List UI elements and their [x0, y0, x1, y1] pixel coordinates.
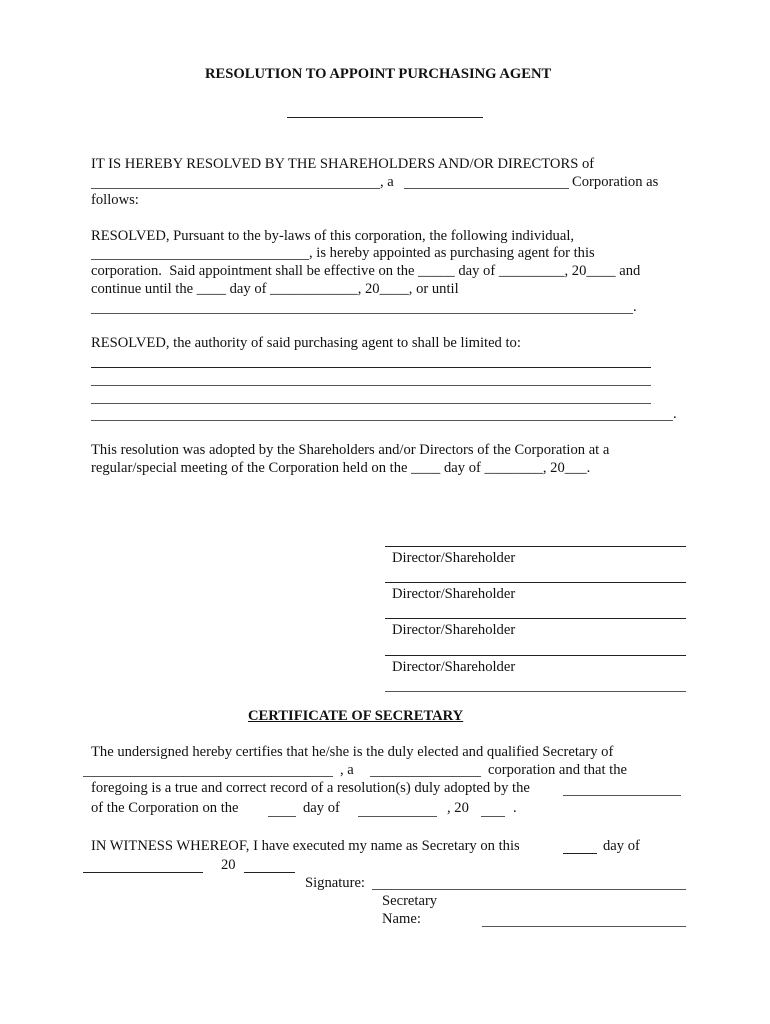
adoption-year-blank[interactable]	[481, 816, 505, 817]
certificate-line-4-c: , 20	[447, 800, 469, 816]
signature-line-1[interactable]	[385, 546, 686, 547]
secretary-name-line[interactable]	[482, 926, 686, 927]
adoption-line-2: regular/special meeting of the Corporation held on the ____ day of ________, 20___.	[91, 460, 591, 476]
authority-line-1[interactable]	[91, 367, 651, 368]
intro-line-1: IT IS HEREBY RESOLVED BY THE SHAREHOLDERS AND/OR DIRECTORS of	[91, 156, 595, 172]
resolved1-line-4: continue until the ____ day of ____________, 20____, or until	[91, 281, 459, 297]
authority-line-3[interactable]	[91, 403, 651, 404]
witness-day-blank[interactable]	[563, 853, 597, 854]
adoption-day-blank[interactable]	[268, 816, 296, 817]
signature-line-2[interactable]	[385, 582, 686, 583]
corporation-name-blank[interactable]	[83, 776, 333, 777]
name-label: Name:	[382, 911, 421, 927]
authority-line-4[interactable]	[91, 420, 673, 421]
certificate-line-4-b: day of	[303, 800, 340, 816]
state-blank[interactable]	[404, 188, 569, 189]
signature-label-2: Director/Shareholder	[392, 586, 516, 602]
witness-month-blank[interactable]	[83, 872, 203, 873]
certificate-title: CERTIFICATE OF SECRETARY	[248, 708, 464, 724]
shareholders-name-blank[interactable]	[91, 188, 380, 189]
until-blank[interactable]	[91, 313, 633, 314]
witness-twenty: 20	[221, 857, 236, 873]
adoption-month-blank[interactable]	[358, 816, 437, 817]
agent-name-blank[interactable]	[91, 259, 309, 260]
signature-label-4: Director/Shareholder	[392, 659, 516, 675]
signature-label: Signature:	[305, 875, 365, 891]
certificate-line-2-b: corporation and that the	[488, 762, 627, 778]
adopted-by-blank[interactable]	[563, 795, 681, 796]
corporation-state-blank[interactable]	[370, 776, 481, 777]
secretary-label: Secretary	[382, 893, 438, 909]
certificate-line-2-a: , a	[340, 762, 354, 778]
witness-year-blank[interactable]	[244, 872, 295, 873]
intro-line-3: follows:	[91, 192, 139, 208]
authority-line-2[interactable]	[91, 385, 651, 386]
certificate-line-4-d: .	[513, 800, 517, 816]
document-title: RESOLUTION TO APPOINT PURCHASING AGENT	[205, 66, 552, 82]
secretary-signature-line[interactable]	[372, 889, 686, 890]
certificate-line-4-a: of the Corporation on the	[91, 800, 239, 816]
resolved2-line-1: RESOLVED, the authority of said purchasing agent to shall be limited to:	[91, 335, 521, 351]
signature-label-1: Director/Shareholder	[392, 550, 516, 566]
signature-line-5[interactable]	[385, 691, 686, 692]
resolved1-line-5-end: .	[633, 299, 637, 315]
resolved1-line-1: RESOLVED, Pursuant to the by-laws of this corporation, the following individual,	[91, 228, 575, 244]
adoption-line-1: This resolution was adopted by the Shareholders and/or Directors of the Corporation at a	[91, 442, 610, 458]
signature-label-3: Director/Shareholder	[392, 622, 516, 638]
certificate-line-1: The undersigned hereby certifies that he/she is the duly elected and qualified Secretary of	[91, 744, 614, 760]
title-date-line[interactable]	[287, 117, 483, 118]
certificate-line-3: foregoing is a true and correct record of a resolution(s) duly adopted by the	[91, 780, 530, 796]
resolved2-end: .	[673, 406, 677, 422]
resolved1-line-2: , is hereby appointed as purchasing agent for this	[309, 245, 595, 261]
resolved1-line-3: corporation. Said appointment shall be effective on the _____ day of _________, 20____ and	[91, 263, 641, 279]
intro-line-2-end: Corporation as	[572, 174, 659, 190]
witness-day-of: day of	[603, 838, 640, 854]
witness-line-1: IN WITNESS WHEREOF, I have executed my name as Secretary on this	[91, 838, 520, 854]
signature-line-3[interactable]	[385, 618, 686, 619]
intro-line-2-mid: , a	[380, 174, 394, 190]
signature-line-4[interactable]	[385, 655, 686, 656]
